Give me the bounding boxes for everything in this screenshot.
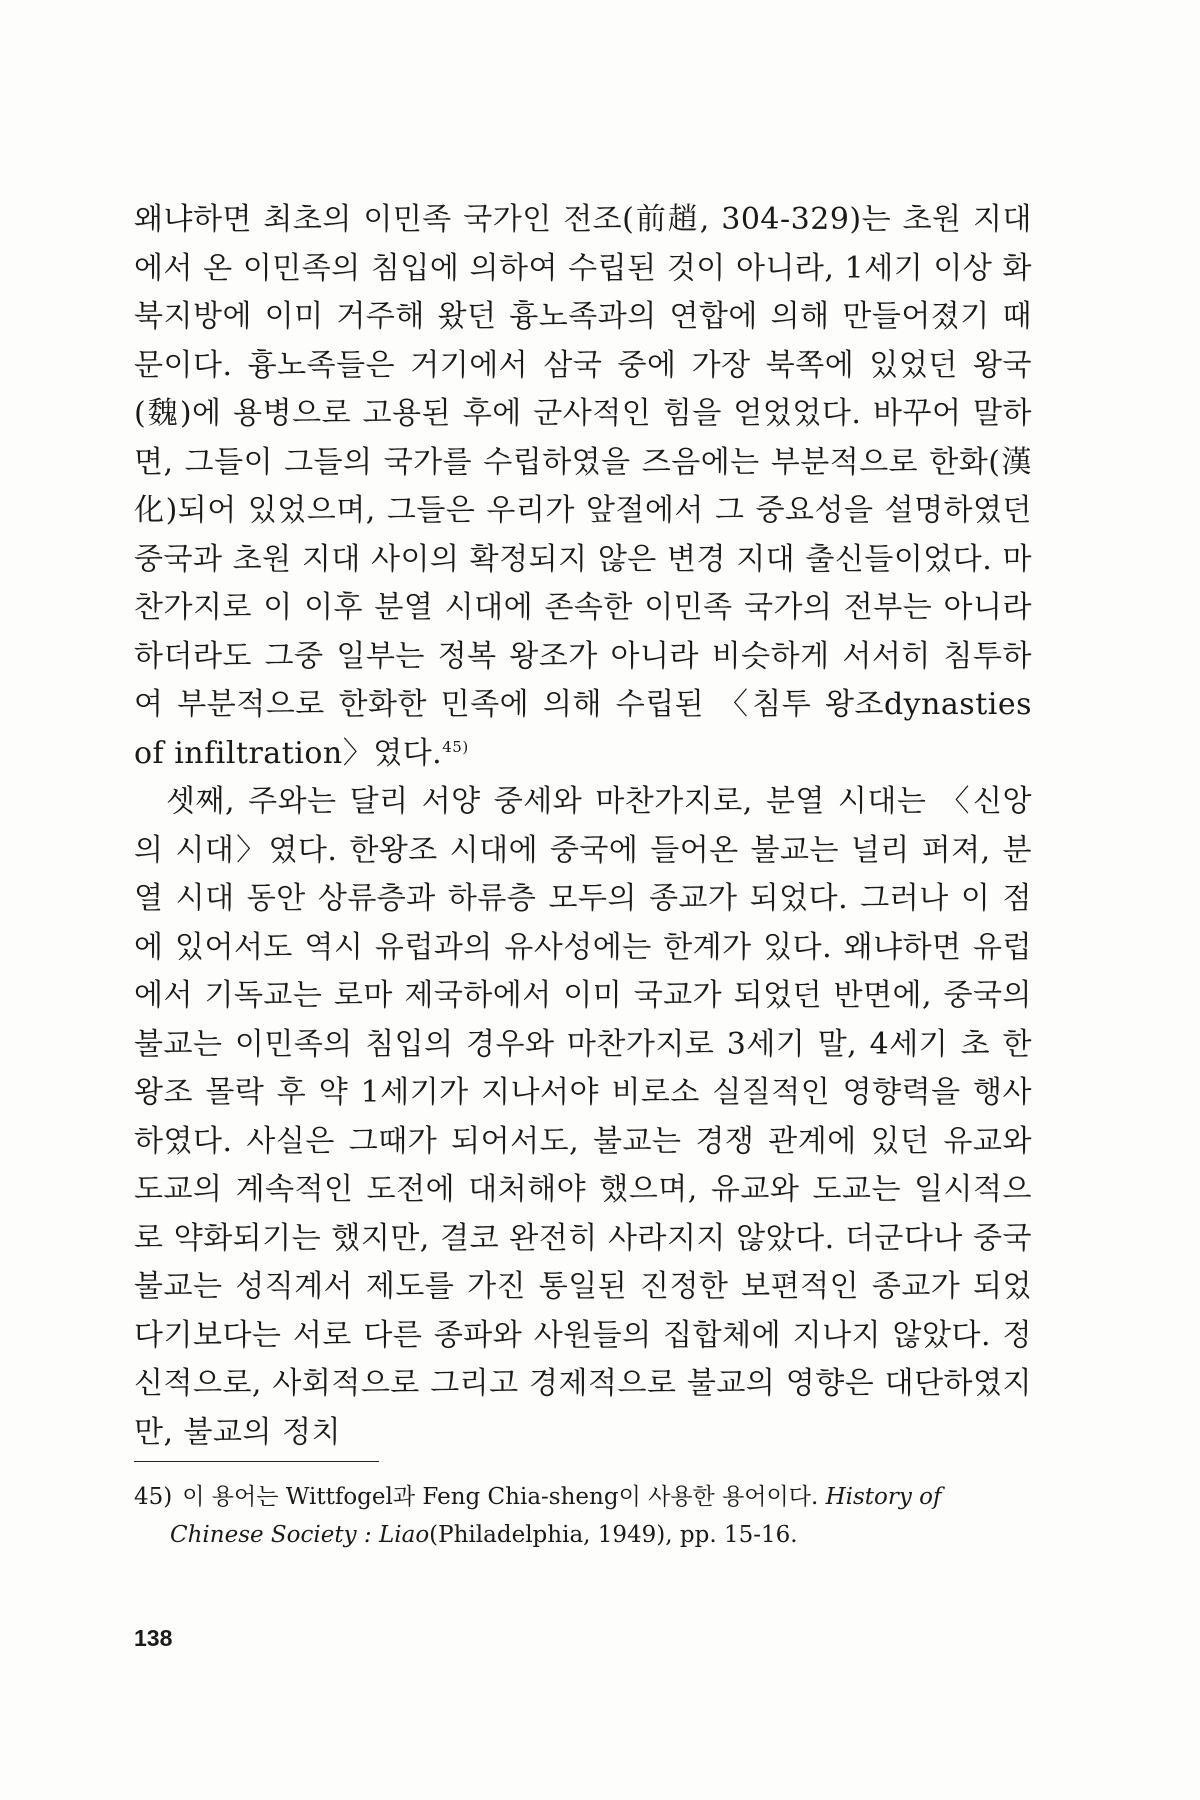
- paragraph-1-text: 왜냐하면 최초의 이민족 국가인 전조(前趙, 304-329)는 초원 지대에서 온 이민족의 침입에 의하여 수립된 것이 아니라, 1세기 이상 화북지방에 이미 거주해 왔던 흉노족과의 연합에 의해 만들어졌기 때문이다. 흉노족들은 거기에서 삼국 중에 가장 북쪽에 있었던 왕국(魏)에 용병으로 고용된 후에 군사적인 힘을 얻었었다. 바꾸어 말하면, 그들이 그들의 국가를 수립하였을 즈음에는 부분적으로 한화(漢化)되어 있었으며, 그들은 우리가 앞절에서 그 중요성을 설명하였던 중국과 초원 지대 사이의 확정되지 않은 변경 지대 출신들이었다. 마찬가지로 이 이후 분열 시대에 존속한 이민족 국가의 전부는 아니라 하더라도 그중 일부는 정복 왕조가 아니라 비슷하게 서서히 침투하여 부분적으로 한화한 민족에 의해 수립된 〈침투 왕조dynasties of infiltration〉였다.: [134, 202, 1032, 771]
- footnote-publication: (Philadelphia, 1949), pp. 15-16.: [429, 1522, 798, 1548]
- paragraph-1: [134, 196, 1032, 778]
- footnote-text: 이 용어는 Wittfogel과 Feng Chia-sheng이 사용한 용어이다.: [182, 1484, 819, 1510]
- footnote-divider: [134, 1461, 379, 1462]
- footnote-number: 45): [134, 1484, 173, 1510]
- footnote: [134, 1478, 1032, 1554]
- footnote-title-part-1: History of: [825, 1484, 942, 1510]
- footnote-line-2: [134, 1516, 1032, 1554]
- page-number: 138: [134, 1625, 173, 1651]
- body-text: [134, 196, 1032, 1457]
- footnote-reference: 45): [442, 737, 469, 756]
- footnote-line-1: [134, 1478, 1032, 1516]
- footnote-title-part-2: Chinese Society : Liao: [170, 1522, 430, 1548]
- paragraph-2: 셋째, 주와는 달리 서양 중세와 마찬가지로, 분열 시대는 〈신앙의 시대〉였다. 한왕조 시대에 중국에 들어온 불교는 널리 퍼져, 분열 시대 동안 상류층과 하류층 모두의 종교가 되었다. 그러나 이 점에 있어서도 역시 유럽과의 유사성에는 한계가 있다. 왜냐하면 유럽에서 기독교는 로마 제국하에서 이미 국교가 되었던 반면에, 중국의 불교는 이민족의 침입의 경우와 마찬가지로 3세기 말, 4세기 초 한왕조 몰락 후 약 1세기가 지나서야 비로소 실질적인 영향력을 행사하였다. 사실은 그때가 되어서도, 불교는 경쟁 관계에 있던 유교와 도교의 계속적인 도전에 대처해야 했으며, 유교와 도교는 일시적으로 약화되기는 했지만, 결코 완전히 사라지지 않았다. 더군다나 중국 불교는 성직계서 제도를 가진 통일된 진정한 보편적인 종교가 되었다기보다는 서로 다른 종파와 사원들의 집합체에 지나지 않았다. 정신적으로, 사회적으로 그리고 경제적으로 불교의 영향은 대단하였지만, 불교의 정치: [134, 784, 1032, 1450]
